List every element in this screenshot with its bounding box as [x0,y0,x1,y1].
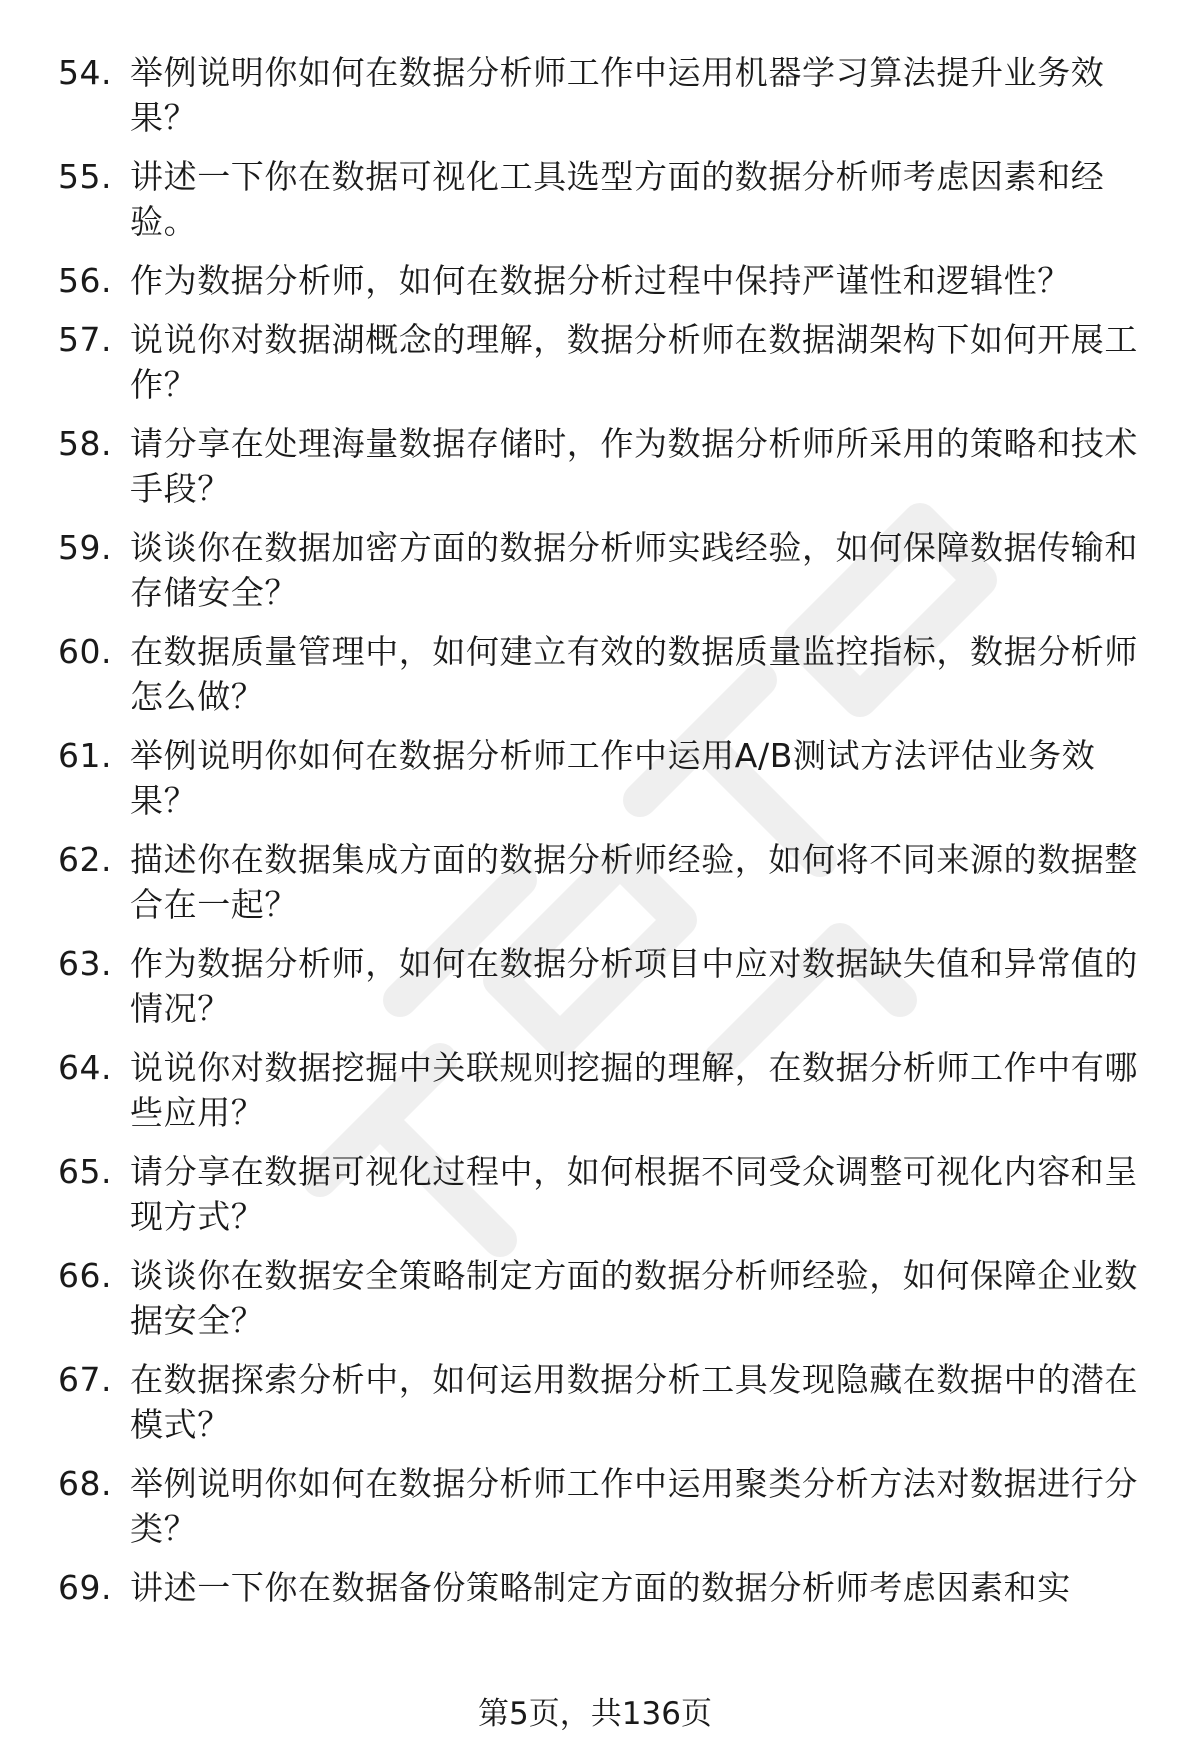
question-item [0,1565,1190,1610]
question-number: 68. [58,1464,112,1503]
question-item [0,1045,1190,1135]
question-item [0,629,1190,719]
question-text: 在数据探索分析中，如何运用数据分析工具发现隐藏在数据中的潜在模式？ [130,1360,1138,1444]
question-number: 56. [58,261,112,300]
question-text: 在数据质量管理中，如何建立有效的数据质量监控指标，数据分析师怎么做？ [130,632,1138,716]
question-number: 57. [58,320,112,359]
question-item [0,1357,1190,1447]
page-footer [0,1694,1190,1734]
question-text: 举例说明你如何在数据分析师工作中运用机器学习算法提升业务效果？ [130,53,1105,137]
question-item [0,1149,1190,1239]
question-item [0,50,1190,140]
question-number: 54. [58,53,112,92]
question-text: 请分享在处理海量数据存储时，作为数据分析师所采用的策略和技术手段？ [130,424,1138,508]
question-text: 请分享在数据可视化过程中，如何根据不同受众调整可视化内容和呈现方式？ [130,1152,1138,1236]
question-number: 65. [58,1152,112,1191]
question-item [0,733,1190,823]
question-item [0,941,1190,1031]
question-number: 66. [58,1256,112,1295]
question-text: 举例说明你如何在数据分析师工作中运用聚类分析方法对数据进行分类？ [130,1464,1138,1548]
question-text: 讲述一下你在数据备份策略制定方面的数据分析师考虑因素和实 [130,1568,1071,1607]
question-number: 62. [58,840,112,879]
question-text: 讲述一下你在数据可视化工具选型方面的数据分析师考虑因素和经验。 [130,157,1105,241]
question-number: 60. [58,632,112,671]
question-item [0,258,1190,303]
question-item [0,421,1190,511]
question-item [0,837,1190,927]
question-text: 谈谈你在数据加密方面的数据分析师实践经验，如何保障数据传输和存储安全？ [130,528,1138,612]
question-item [0,1461,1190,1551]
question-text: 作为数据分析师，如何在数据分析项目中应对数据缺失值和异常值的情况？ [130,944,1138,1028]
question-number: 69. [58,1568,112,1607]
question-number: 63. [58,944,112,983]
question-text: 谈谈你在数据安全策略制定方面的数据分析师经验，如何保障企业数据安全？ [130,1256,1138,1340]
question-list [0,50,1190,1624]
question-text: 描述你在数据集成方面的数据分析师经验，如何将不同来源的数据整合在一起？ [130,840,1138,924]
question-item [0,154,1190,244]
question-item [0,525,1190,615]
question-number: 58. [58,424,112,463]
page-number-label: 第5页，共136页 [478,1696,712,1732]
question-number: 55. [58,157,112,196]
question-text: 说说你对数据湖概念的理解，数据分析师在数据湖架构下如何开展工作？ [130,320,1138,404]
question-text: 说说你对数据挖掘中关联规则挖掘的理解，在数据分析师工作中有哪些应用？ [130,1048,1138,1132]
question-number: 59. [58,528,112,567]
question-number: 64. [58,1048,112,1087]
question-number: 67. [58,1360,112,1399]
question-text: 作为数据分析师，如何在数据分析过程中保持严谨性和逻辑性？ [130,261,1071,300]
question-text: 举例说明你如何在数据分析师工作中运用A/B测试方法评估业务效果？ [130,736,1096,820]
question-item [0,1253,1190,1343]
question-number: 61. [58,736,112,775]
question-item [0,317,1190,407]
